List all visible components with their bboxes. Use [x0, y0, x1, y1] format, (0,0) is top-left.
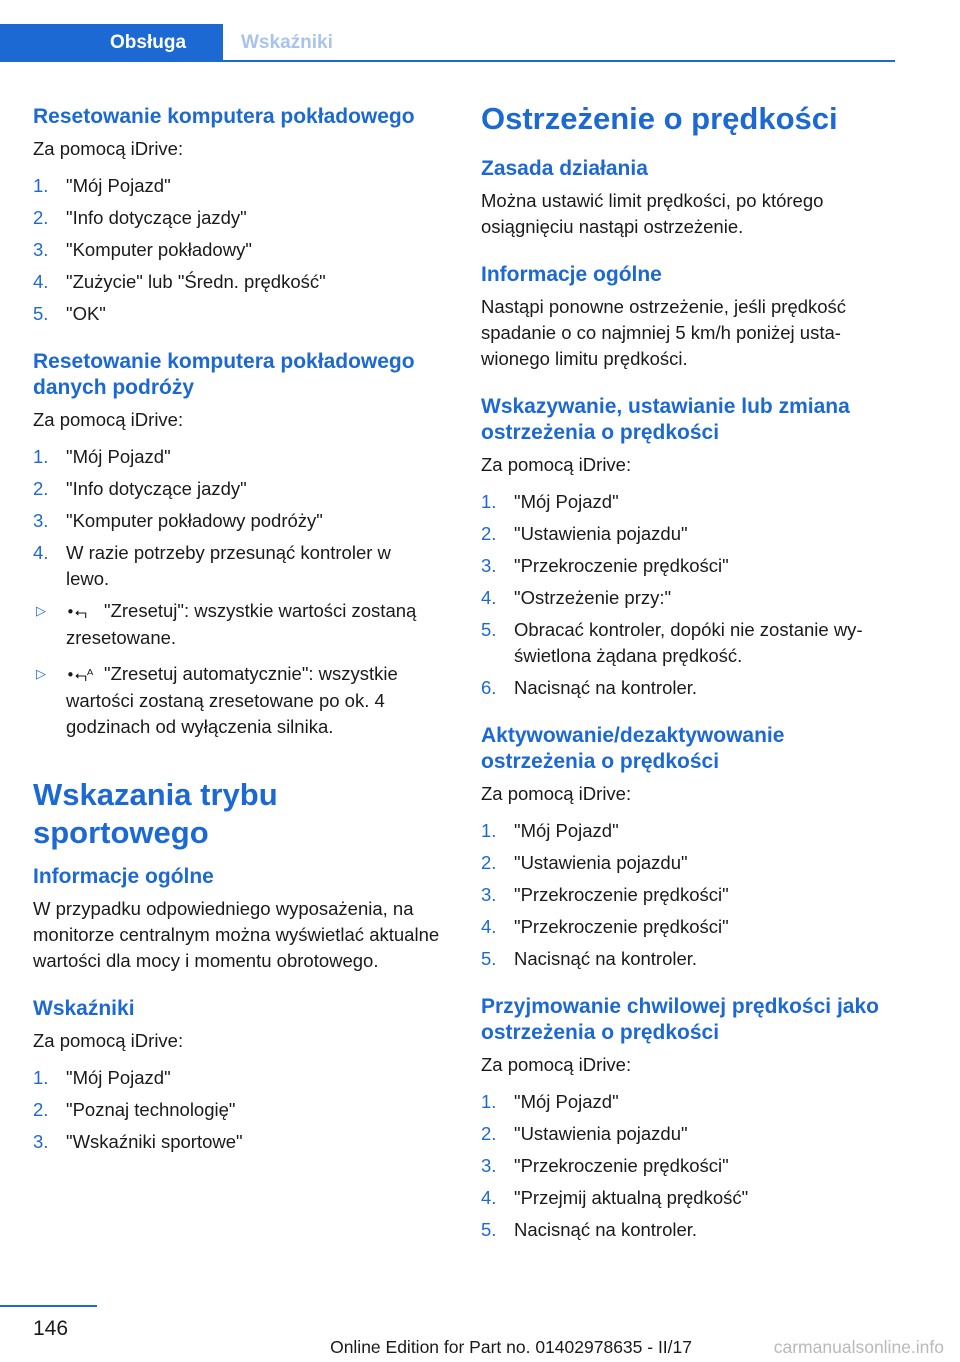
list-item: 1. "Mój Pojazd" — [33, 175, 171, 196]
step-list — [33, 1065, 447, 1155]
list-item: 5. "OK" — [33, 303, 106, 324]
tab-wskazniki[interactable]: Wskaźniki — [241, 32, 333, 53]
step-list — [33, 173, 447, 327]
list-item: 1. "Mój Pojazd" — [481, 491, 619, 512]
list-item: 4. "Przejmij aktualną prędkość" — [481, 1187, 749, 1208]
section-text: W przypadku odpowiedniego wyposażenia, na monitorze centralnym można wyświetlać aktualne wartości dla mocy i momentu obrotowego. — [33, 898, 440, 971]
step-list — [481, 1089, 895, 1243]
right-column — [481, 98, 895, 1243]
section-intro: Za pomocą iDrive: — [481, 783, 632, 804]
list-item: 3. "Przekroczenie prędkości" — [481, 884, 729, 905]
section-text: Nastąpi ponowne ostrzeżenie, jeśli prędkość spadanie o co najmniej 5 km/h poniżej ustawionego limitu prędkości. — [481, 296, 847, 369]
list-item: 3. "Komputer pokładowy" — [33, 239, 252, 260]
list-item: 1. "Mój Pojazd" — [481, 820, 619, 841]
list-item: 5. Nacisnąć na kontroler. — [481, 1219, 698, 1240]
list-item: 4. "Ostrzeżenie przy:" — [481, 587, 672, 608]
list-item: 2. "Poznaj technologię" — [33, 1099, 236, 1120]
list-item: 3. "Komputer pokładowy podróży" — [33, 510, 323, 531]
left-column — [33, 98, 447, 1155]
list-item: 5. Nacisnąć na kontroler. — [481, 948, 698, 969]
section-title: Informacje ogólne — [33, 865, 214, 888]
list-item: 2. "Ustawienia pojazdu" — [481, 1123, 688, 1144]
list-item: 5. Obracać kontroler, dopóki nie zostanie wyświetlona żądana prędkość. — [481, 619, 863, 666]
reset-icon: •⮢ — [66, 603, 87, 621]
list-item: 1. "Mój Pojazd" — [481, 1091, 619, 1112]
section-intro: Za pomocą iDrive: — [481, 1054, 632, 1075]
header-rule — [0, 60, 895, 62]
chapter-title: Wskazania trybu sportowego — [33, 777, 278, 850]
list-item: 3. "Przekroczenie prędkości" — [481, 555, 729, 576]
sub-list — [33, 598, 447, 740]
list-item: 4. W razie potrzeby przesunąć kontroler w lewo. ▷ •⮢ "Zresetuj": wszystkie wartości zostaną zresetowane. ▷ •⮢ᴬ "Zresetuj automatycznie": wszystkie wartości zostaną zresetowane po ok. 4 godzinach od wyłączenia silnika. — [33, 540, 447, 740]
list-item: 1. "Mój Pojazd" — [33, 1067, 171, 1088]
section-title: Zasada działania — [481, 157, 648, 180]
watermark: carmanualsonline.info — [773, 1337, 944, 1357]
list-item: 3. "Przekroczenie prędkości" — [481, 1155, 729, 1176]
list-item: 2. "Ustawienia pojazdu" — [481, 523, 688, 544]
chapter-title: Ostrzeżenie o prędkości — [481, 101, 838, 136]
list-item: 2. "Ustawienia pojazdu" — [481, 852, 688, 873]
header-tabs — [0, 24, 895, 62]
auto-reset-icon: •⮢ᴬ — [66, 666, 94, 684]
page-number: 146 — [33, 1317, 69, 1340]
footer-rule — [0, 1305, 97, 1307]
section-title: Wskazywanie, ustawianie lub zmiana ostrzeżenia o prędkości — [481, 395, 850, 444]
step-list — [481, 489, 895, 701]
section-title: Informacje ogólne — [481, 263, 662, 286]
section-title: Resetowanie komputera pokładowego — [33, 105, 415, 128]
sub-list-item: ▷ •⮢ᴬ "Zresetuj automatycznie": wszystkie wartości zostaną zresetowane po ok. 4 godzinach od wyłączenia silnika. — [36, 663, 398, 737]
section-intro: Za pomocą iDrive: — [481, 454, 632, 475]
list-item: 1. "Mój Pojazd" — [33, 446, 171, 467]
section-text: Można ustawić limit prędkości, po którego osiągnięciu nastąpi ostrzeżenie. — [481, 190, 824, 237]
tab-obsluga[interactable]: Obsługa — [0, 24, 223, 62]
list-item: 3. "Wskaźniki sportowe" — [33, 1131, 243, 1152]
list-item: 2. "Info dotyczące jazdy" — [33, 207, 247, 228]
section-title: Przyjmowanie chwilowej prędkości jako ostrzeżenia o prędkości — [481, 995, 879, 1044]
sub-list-item: ▷ •⮢ "Zresetuj": wszystkie wartości zostaną zresetowane. — [36, 600, 417, 648]
section-intro: Za pomocą iDrive: — [33, 1030, 184, 1051]
edition-text: Online Edition for Part no. 01402978635 - II/17 — [330, 1337, 692, 1357]
step-list — [33, 444, 447, 740]
section-title: Resetowanie komputera pokładowego danych podróży — [33, 350, 415, 399]
section-intro: Za pomocą iDrive: — [33, 409, 184, 430]
step-list — [481, 818, 895, 972]
list-item: 2. "Info dotyczące jazdy" — [33, 478, 247, 499]
section-title: Wskaźniki — [33, 997, 135, 1020]
section-intro: Za pomocą iDrive: — [33, 138, 184, 159]
triangle-bullet-icon: ▷ — [36, 603, 46, 618]
list-item: 6. Nacisnąć na kontroler. — [481, 677, 698, 698]
list-item: 4. "Zużycie" lub "Średn. prędkość" — [33, 271, 326, 292]
list-item: 4. "Przekroczenie prędkości" — [481, 916, 729, 937]
section-title: Aktywowanie/dezaktywowanie ostrzeżenia o prędkości — [481, 724, 785, 773]
triangle-bullet-icon: ▷ — [36, 666, 46, 681]
